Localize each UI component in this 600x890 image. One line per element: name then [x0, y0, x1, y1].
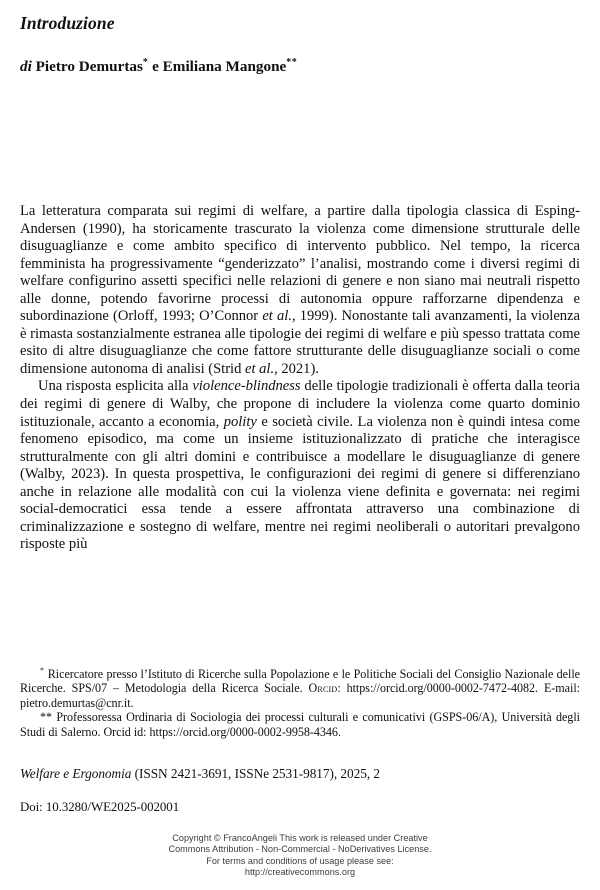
- footnote-one-segment-two: : https://orcid.org/0000-0002-7472-4082. E-mail: pietro.demurtas@cnr.it.: [20, 681, 581, 710]
- byline: [20, 34, 580, 76]
- paragraph-two-segment-one: Una risposta esplicita alla: [38, 378, 193, 395]
- page-title: Introduzione: [20, 13, 115, 33]
- paragraph-one-italic-two: et al.: [245, 360, 275, 377]
- footnote-two-segment-one: Professoressa Ordinaria di Sociologia dei processi culturali e comunicativi (GSPS-06/A), Università degli Studi di Salerno. Orcid id: https://orcid.org/0000-0002-9958-4346.: [20, 710, 580, 739]
- byline-prefix: di: [20, 58, 32, 75]
- copyright-url: http://creativecommons.org: [244, 866, 356, 877]
- doi-line: Doi: 10.3280/WE2025-002001: [20, 799, 180, 814]
- paragraph-one-italic-one: et al.: [262, 308, 292, 325]
- paragraph-one-segment-one: La letteratura comparata sui regimi di welfare, a partire dalla tipologia classica di Esping-Andersen (1990), ha storicamente trascurato la violenza come dimensione strutturale delle disuguaglianze e come ambito specifico di intervento pubblico. Nel tempo, la ricerca femminista ha progressivamente “genderizzato” l’analisi, mostrando come i diversi regimi di welfare configurino assetti specifici nelle relazioni di genere e non siano mai neutrali rispetto alle donne, potendo favorirne processi di autonomia oppure rafforzarne dipendenza e subordinazione (Orloff, 1993; O’Connor: [20, 203, 580, 325]
- footnote-one-segment-one: Ricercatore presso l’Istituto di Ricerche sulla Popolazione e le Politiche Sociali del Consiglio Nazionale delle Ricerche. SPS/07 – Metodologia della Ricerca Sociale.: [20, 667, 580, 696]
- footnote-two: [20, 710, 580, 739]
- paragraph-two-italic-two: polity: [223, 413, 257, 430]
- paragraph-one: [20, 203, 580, 378]
- paragraph-one-segment-two: , 1999). Nonostante tali avanzamenti, la violenza è rimasta sostanzialmente estranea alle tipologie dei regimi di welfare e più spesso trattata come esito di altre disuguaglianze che come fattore strutturante delle disuguaglianze sociali o come dimensione autonoma di analisi (Strid: [20, 308, 580, 377]
- footnote-block: [20, 667, 580, 739]
- paragraph-one-segment-three: , 2021).: [274, 360, 319, 377]
- footnote-one: [20, 667, 580, 710]
- journal-name: Welfare e Ergonomia: [20, 766, 132, 782]
- copyright-line-1: Copyright © FrancoAngeli This work is released under Creative: [172, 833, 428, 843]
- paragraph-two-segment-two: delle tipologie tradizionali è offerta dalla teoria dei regimi di genere di Walby, che propone di includere la violenza come quarto dominio istituzionale, accanto a economia,: [20, 378, 580, 430]
- copyright-line-3: For terms and conditions of usage please see:: [206, 855, 394, 866]
- paragraph-two: [20, 378, 580, 553]
- byline-author-one-footnote-mark: *: [142, 56, 149, 68]
- byline-conjunction: e: [152, 58, 159, 75]
- copyright-notice: [0, 833, 600, 878]
- journal-details: (ISSN 2421-3691, ISSNe 2531-9817), 2025, 2: [131, 766, 380, 782]
- body-text: [20, 203, 580, 554]
- journal-citation: [20, 766, 580, 782]
- paragraph-two-italic-one: violence-blindness: [192, 378, 301, 395]
- footnote-two-mark: **: [40, 710, 53, 725]
- footnote-one-orcid-label: Orcid: [308, 681, 338, 696]
- footnote-one-mark: *: [40, 665, 45, 675]
- copyright-line-2: Commons Attribution - Non-Commercial - NoDerivatives License.: [168, 844, 432, 855]
- paragraph-two-segment-three: e società civile. La violenza non è quindi intesa come fenomeno episodico, ma come un insieme istituzionalizzato di pratiche che interagisce strutturalmente con gli altri domini e contribuisce a modellare le disuguaglianze di genere (Walby, 2023). In questa prospettiva, le configurazioni dei regimi di genere si differenziano anche in relazione alle modalità con cui la violenza viene definita e governata: nei regimi social-democratici essa tende a essere affrontata attraverso una combinazione di criminalizzazione e sostegno di welfare, mentre nei regimi neoliberali o autoritari prevalgono risposte più: [20, 413, 580, 553]
- byline-author-one: Pietro Demurtas: [35, 58, 143, 75]
- byline-author-two: Emiliana Mangone: [162, 58, 287, 75]
- byline-author-two-footnote-mark: **: [286, 56, 298, 68]
